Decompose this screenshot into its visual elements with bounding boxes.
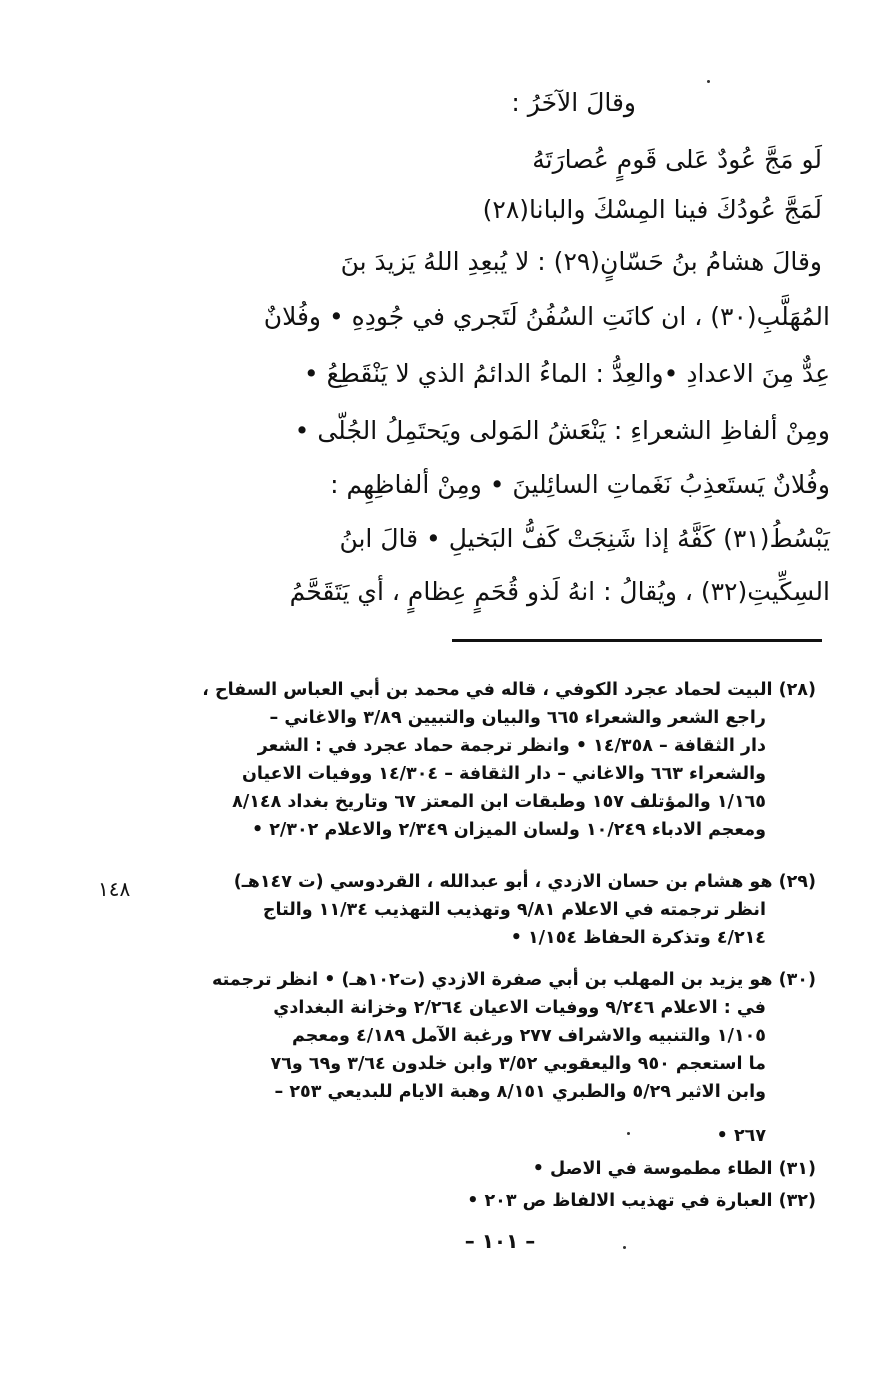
footnote-28-line-3: دار الثقافة – ١٤/٣٥٨ • وانظر ترجمة حماد عجرد في : الشعر <box>257 736 766 756</box>
footnote-28-line-6: ومعجم الادباء ١٠/٢٤٩ ولسان الميزان ٢/٣٤٩ والاعلام ٢/٣٠٢ • <box>251 820 766 840</box>
main-text-line-4: وقالَ هشامُ بنُ حَسّانٍ(٢٩) : لا يُبعِدِ اللهُ يَزيدَ بنَ <box>340 247 822 276</box>
scan-speck <box>627 1132 630 1135</box>
main-text-line-6: عِدٌّ مِنَ الاعدادِ •والعِدُّ : الماءُ الدائمُ الذي لا يَنْقَطِعُ • <box>303 359 830 388</box>
main-text-line-3: لَمَجَّ عُودُكَ فينا المِسْكَ والبانا(٢٨) <box>482 195 822 224</box>
footnote-30-line-2: في : الاعلام ٩/٢٤٦ ووفيات الاعيان ٢/٢٦٤ وخزانة البغدادي <box>273 998 766 1018</box>
margin-handwritten-note: ١٤٨ <box>98 877 131 901</box>
footnote-32: (٣٢) العبارة في تهذيب الالفاظ ص ٢٠٣ • <box>467 1191 816 1211</box>
main-text-line-7: ومِنْ ألفاظِ الشعراءِ : يَنْعَشُ المَولى ويَحتَمِلُ الجُلّى • <box>294 416 830 445</box>
main-text-line-2: لَو مَجَّ عُودٌ عَلى قَومٍ عُصارَتَهُ <box>532 145 822 174</box>
page-number: – ١٠١ – <box>464 1229 536 1253</box>
scan-speck <box>707 80 710 83</box>
footnote-28-line-2: راجع الشعر والشعراء ٦٦٥ والبيان والتبيين ٣/٨٩ والاغاني – <box>269 708 766 728</box>
footnote-28-line-1: (٢٨) البيت لحماد عجرد الكوفي ، قاله في محمد بن أبي العباس السفاح ، <box>202 680 816 700</box>
footnote-29-line-3: ٤/٢١٤ وتذكرة الحفاظ ١/١٥٤ • <box>510 928 766 948</box>
main-text-line-1: وقالَ الآخَرُ : <box>511 88 636 117</box>
footnote-30-line-3: ١/١٠٥ والتنبيه والاشراف ٢٧٧ ورغبة الآمل ٤/١٨٩ ومعجم <box>291 1026 766 1046</box>
footnote-29-line-1: (٢٩) هو هشام بن حسان الازدي ، أبو عبدالله ، القردوسي (ت ١٤٧هـ) <box>233 872 816 892</box>
main-text-line-8: وفُلانٌ يَستَعذِبُ نَغَماتِ السائِلينَ • ومِنْ ألفاظِهِم : <box>330 470 830 499</box>
footnote-30-line-4: ما استعجم ٩٥٠ واليعقوبي ٣/٥٢ وابن خلدون ٣/٦٤ و٦٩ و٧٦ <box>270 1054 766 1074</box>
main-text-line-5: المُهَلَّبِ(٣٠) ، ان كانَتِ السُفُنُ لَتَجري في جُودِهِ • وفُلانٌ <box>263 302 830 331</box>
footnote-31: (٣١) الطاء مطموسة في الاصل • <box>532 1159 816 1179</box>
main-text-line-9: يَبْسُطُ(٣١) كَفَّهُ إذا شَنِجَتْ كَفُّ البَخيلِ • قالَ ابنُ <box>339 524 830 553</box>
footnote-28-line-5: ١/١٦٥ والمؤتلف ١٥٧ وطبقات ابن المعتز ٦٧ وتاريخ بغداد ٨/١٤٨ <box>232 792 766 812</box>
scan-speck <box>623 1246 626 1249</box>
footnote-30-line-5: وابن الاثير ٥/٢٩ والطبري ٨/١٥١ وهبة الايام للبديعي ٢٥٣ – <box>274 1082 766 1102</box>
footnote-29-line-2: انظر ترجمته في الاعلام ٩/٨١ وتهذيب التهذيب ١١/٣٤ والتاج <box>262 900 766 920</box>
main-text-line-10: السِكِّيتِ(٣٢) ، ويُقالُ : انهُ لَذو قُحَمٍ عِظامٍ ، أي يَتَقَحَّمُ <box>289 577 830 606</box>
footnote-separator <box>452 639 822 642</box>
footnote-30-line-1: (٣٠) هو يزيد بن المهلب بن أبي صفرة الازدي (ت١٠٢هـ) • انظر ترجمته <box>211 970 816 990</box>
footnote-30-line-6: ٢٦٧ • <box>716 1126 766 1146</box>
footnote-28-line-4: والشعراء ٦٦٣ والاغاني – دار الثقافة – ١٤/٣٠٤ ووفيات الاعيان <box>241 764 766 784</box>
